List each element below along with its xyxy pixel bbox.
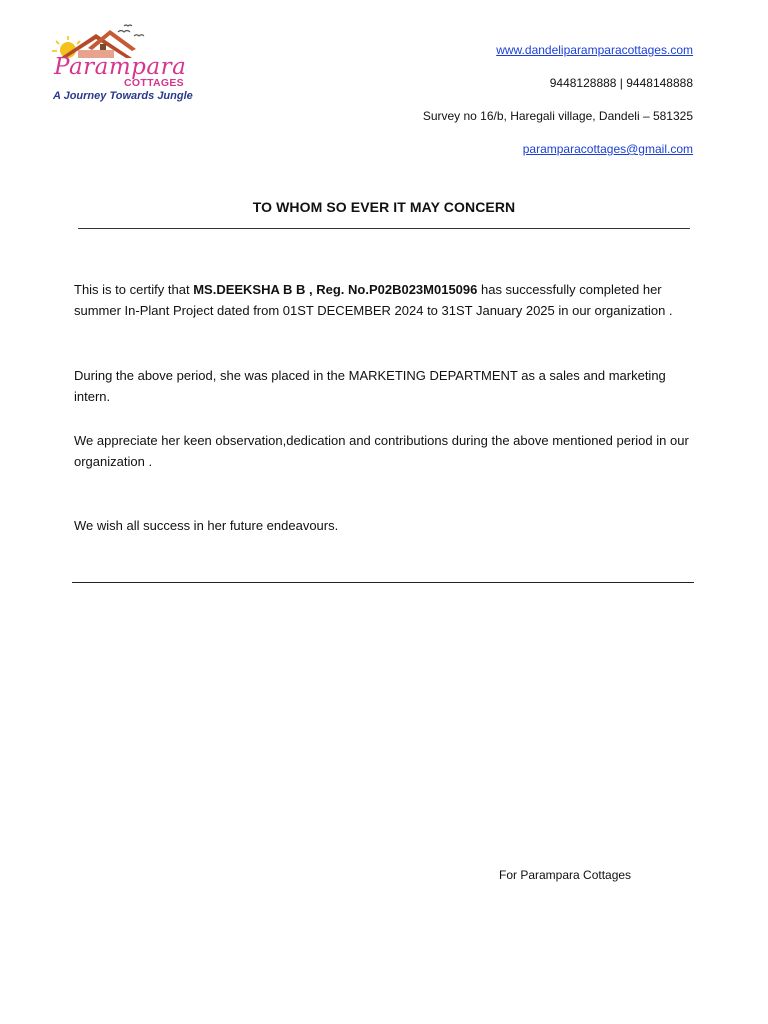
address: Survey no 16/b, Haregali village, Dandeli – 581325	[422, 109, 693, 123]
logo-subtitle: COTTAGES	[124, 77, 184, 89]
email-link[interactable]: paramparacottages@gmail.com	[522, 142, 693, 156]
appreciation-paragraph: We appreciate her keen observation,dedication and contributions during the above mentioned period in our organization .	[74, 433, 689, 469]
wishes-paragraph: We wish all success in her future endeavours.	[74, 518, 339, 533]
logo-tagline: A Journey Towards Jungle	[53, 90, 193, 102]
p1-rest: has successfully completed her summer In-Plant Project dated from 01ST DECEMBER 2024 to 31ST January 2025 in our organization .	[74, 282, 673, 318]
letter-title: TO WHOM SO EVER IT MAY CONCERN	[252, 199, 516, 215]
p1-lead: This is to certify that	[74, 282, 194, 297]
logo-brand-text: Parampara	[54, 54, 187, 80]
company-logo	[48, 22, 193, 110]
signoff: For Parampara Cottages	[499, 868, 632, 882]
placement-paragraph: During the above period, she was placed in the MARKETING DEPARTMENT as a sales and marketing intern.	[74, 368, 666, 404]
contact-block	[423, 43, 693, 175]
body-divider	[72, 582, 694, 583]
title-divider	[78, 228, 690, 229]
website-link[interactable]: www.dandeliparamparacottages.com	[496, 43, 693, 57]
phone-numbers: 9448128888 | 9448148888	[549, 76, 693, 90]
student-name-reg: MS.DEEKSHA B B , Reg. No.P02B023M015096	[193, 282, 478, 297]
certification-paragraph	[74, 279, 704, 321]
